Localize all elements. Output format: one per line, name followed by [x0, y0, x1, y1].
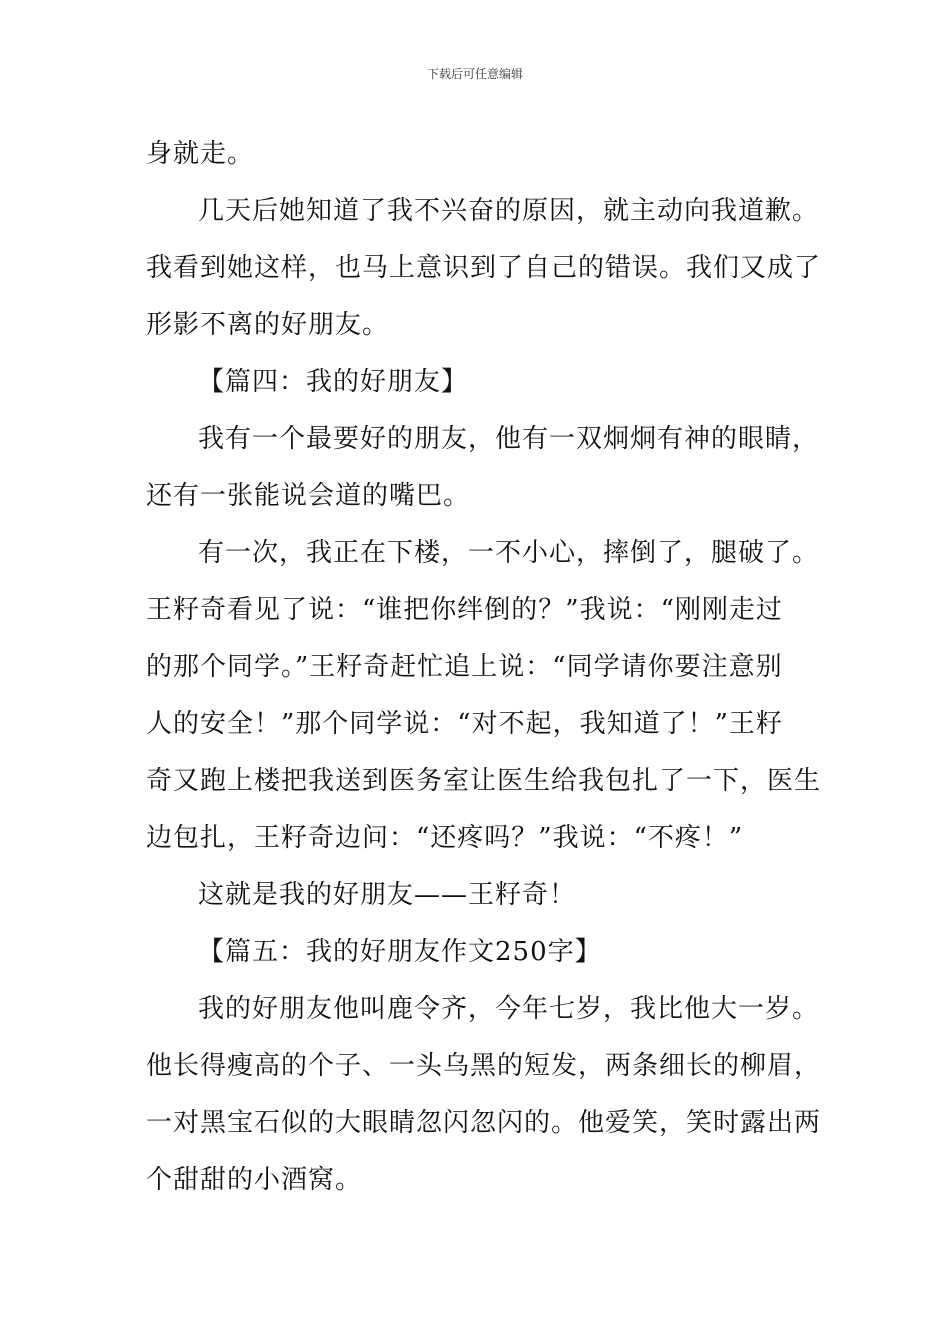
document-body: [146, 126, 822, 1209]
text-line: 还有一张能说会道的嘴巴。: [146, 481, 471, 511]
text-line: 的那个同学。”王籽奇赶忙追上说：“同学请你要注意别: [146, 652, 783, 682]
text-line: 奇又跑上楼把我送到医务室让医生给我包扎了一下，医生: [146, 766, 822, 796]
text-line: 我看到她这样，也马上意识到了自己的错误。我们又成了: [146, 253, 822, 283]
text-line: 一对黑宝石似的大眼睛忽闪忽闪的。他爱笑，笑时露出两: [146, 1108, 822, 1138]
section-heading: 【篇四：我的好朋友】: [198, 367, 469, 397]
text-line: 人的安全！”那个同学说：“对不起，我知道了！”王籽: [146, 709, 783, 739]
text-line: 边包扎，王籽奇边问：“还疼吗？”我说：“不疼！”: [146, 823, 744, 853]
text-line: 形影不离的好朋友。: [146, 310, 390, 340]
text-line: 王籽奇看见了说：“谁把你绊倒的？”我说：“刚刚走过: [146, 595, 783, 625]
text-line: 我的好朋友他叫鹿令齐，今年七岁，我比他大一岁。: [198, 994, 820, 1024]
text-line: 个甜甜的小酒窝。: [146, 1165, 363, 1195]
section-heading: 【篇五：我的好朋友作文250字】: [198, 937, 602, 967]
text-line: 我有一个最要好的朋友，他有一双炯炯有神的眼睛，: [198, 424, 820, 454]
text-line: 这就是我的好朋友——王籽奇！: [198, 880, 577, 910]
page-header: 下载后可任意编辑: [426, 67, 523, 81]
text-line: 几天后她知道了我不兴奋的原因，就主动向我道歉。: [198, 196, 820, 226]
text-line: 他长得瘦高的个子、一头乌黑的短发，两条细长的柳眉，: [146, 1051, 822, 1081]
text-line: 有一次，我正在下楼，一不小心，摔倒了，腿破了。: [198, 538, 820, 568]
text-line: 身就走。: [146, 139, 255, 169]
